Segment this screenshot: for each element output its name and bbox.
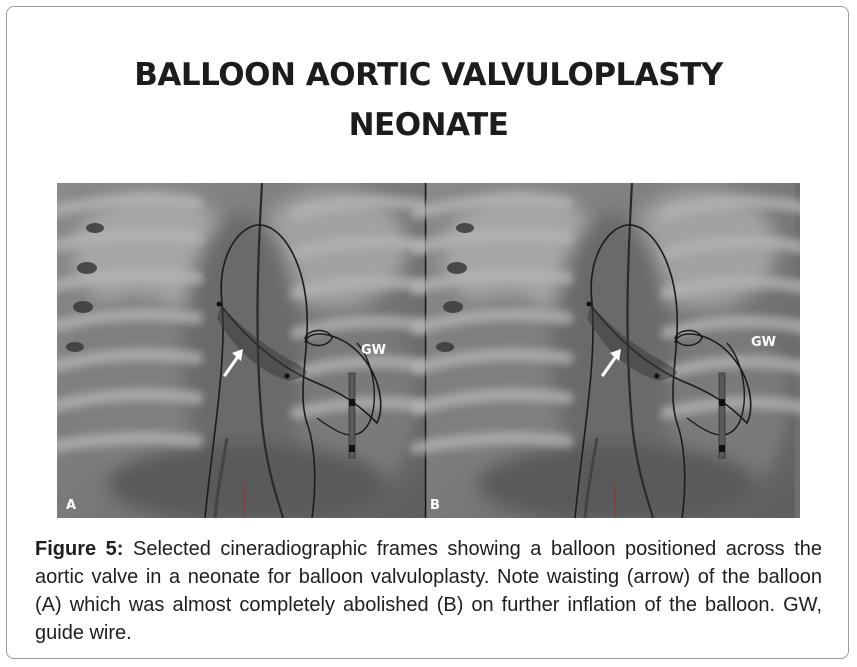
cineradiograph-image <box>57 183 800 518</box>
panel-letter-a: A <box>66 498 77 513</box>
caption-label: Figure 5: <box>35 538 124 560</box>
panel-letter-b: B <box>430 498 440 513</box>
gw-label-b: GW <box>751 335 777 350</box>
figure-caption <box>35 535 822 647</box>
panel-b <box>417 183 800 518</box>
slide-title-line1: BALLOON AORTIC VALVULOPLASTY <box>134 57 723 93</box>
slide-title-line2: NEONATE <box>348 107 509 143</box>
gw-label-a: GW <box>361 343 387 358</box>
caption-text: Selected cineradiographic frames showing a balloon positioned across the aortic valve in a neonate for balloon valvuloplasty. Note waisting (arrow) of the balloon (A) which was almost completely abolished (B) on further inflation of the balloon. GW, guide wire. <box>35 538 822 644</box>
